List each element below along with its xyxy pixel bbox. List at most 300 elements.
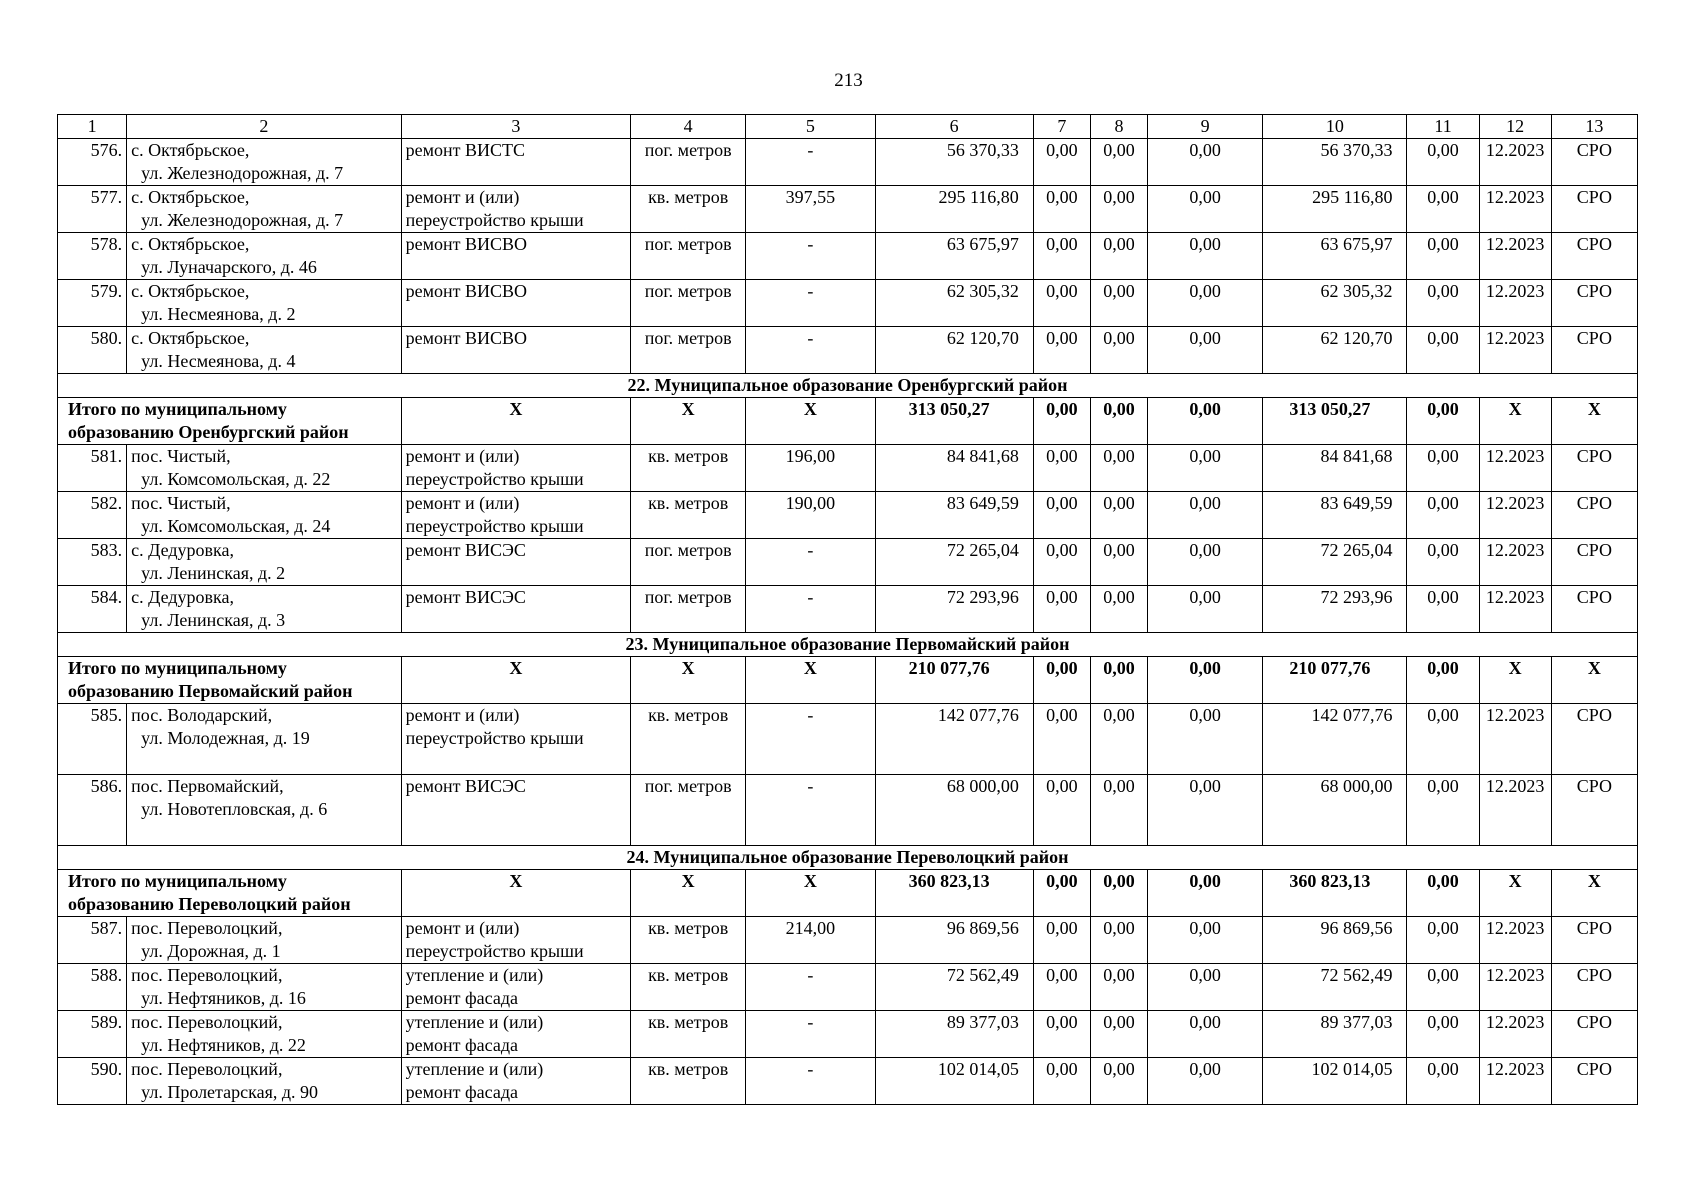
total-label (58, 398, 402, 445)
method-cell: СРО (1551, 775, 1637, 846)
address-line-1: пос. Чистый, (131, 493, 231, 513)
method-cell: СРО (1551, 964, 1637, 1011)
work-type-line-1: утепление и (или) (405, 1012, 544, 1032)
value-cell: 0,00 (1407, 586, 1479, 633)
total-value-cell: 0,00 (1033, 398, 1090, 445)
cost-total-cell: 72 562,49 (875, 964, 1033, 1011)
work-type-line-1: ремонт ВИСТС (405, 140, 526, 160)
deadline-cell: 12.2023 (1479, 492, 1551, 539)
row-number: 582. (58, 492, 127, 539)
table-row (58, 539, 1638, 586)
method-cell: СРО (1551, 139, 1637, 186)
value-cell: 0,00 (1090, 917, 1147, 964)
value-cell: 0,00 (1090, 233, 1147, 280)
value-cell: 0,00 (1148, 917, 1263, 964)
address-line-2: ул. Ленинская, д. 2 (141, 563, 286, 583)
address-cell (127, 445, 402, 492)
value-cell: 0,00 (1033, 917, 1090, 964)
method-cell: СРО (1551, 492, 1637, 539)
method-cell: СРО (1551, 186, 1637, 233)
work-type-cell (401, 186, 630, 233)
value-cell: 0,00 (1148, 139, 1263, 186)
address-cell (127, 139, 402, 186)
address-cell (127, 492, 402, 539)
table-row (58, 233, 1638, 280)
value-cell: 0,00 (1033, 492, 1090, 539)
work-type-line-2: ремонт фасада (405, 1035, 519, 1055)
value-cell: 0,00 (1090, 139, 1147, 186)
work-type-line-2: переустройство крыши (405, 210, 584, 230)
total-cross: Х (1479, 870, 1551, 917)
header-cell: 12 (1479, 115, 1551, 139)
work-type-line-2: переустройство крыши (405, 941, 584, 961)
address-line-2: ул. Нефтяников, д. 16 (141, 988, 306, 1008)
total-cross: Х (746, 657, 875, 704)
row-number: 586. (58, 775, 127, 846)
total-label-line-1: Итого по муниципальному (68, 871, 287, 891)
work-type-line-1: ремонт и (или) (405, 187, 520, 207)
method-cell: СРО (1551, 704, 1637, 775)
table-row (58, 492, 1638, 539)
total-cross: Х (1551, 657, 1637, 704)
row-number: 587. (58, 917, 127, 964)
address-cell (127, 539, 402, 586)
value-cell: 0,00 (1148, 492, 1263, 539)
header-cell: 13 (1551, 115, 1637, 139)
address-cell (127, 964, 402, 1011)
section-title-row (58, 633, 1638, 657)
value-cell: 0,00 (1090, 539, 1147, 586)
method-cell: СРО (1551, 1011, 1637, 1058)
column-number-header (58, 115, 1638, 139)
total-cost-cell: 210 077,76 (875, 657, 1033, 704)
cost-total-cell: 68 000,00 (875, 775, 1033, 846)
value-cell: 0,00 (1407, 445, 1479, 492)
value-cell: 0,00 (1407, 139, 1479, 186)
cost-total-cell: 96 869,56 (875, 917, 1033, 964)
address-line-2: ул. Несмеянова, д. 2 (141, 304, 296, 324)
value-cell: 0,00 (1407, 964, 1479, 1011)
deadline-cell: 12.2023 (1479, 233, 1551, 280)
total-value-cell: 0,00 (1407, 870, 1479, 917)
value-cell: 0,00 (1090, 327, 1147, 374)
value-cell: 0,00 (1090, 704, 1147, 775)
work-type-line-1: ремонт ВИСВО (405, 281, 528, 301)
quantity-cell: - (746, 327, 875, 374)
section-total-row (58, 657, 1638, 704)
total-cross: Х (746, 398, 875, 445)
value-cell: 0,00 (1407, 1011, 1479, 1058)
value-cell: 0,00 (1090, 964, 1147, 1011)
table-row (58, 1058, 1638, 1105)
row-number: 589. (58, 1011, 127, 1058)
cost-total-cell: 62 305,32 (875, 280, 1033, 327)
deadline-cell: 12.2023 (1479, 964, 1551, 1011)
value-cell: 0,00 (1148, 1058, 1263, 1105)
cost-fund-cell: 72 293,96 (1263, 586, 1407, 633)
total-cross: Х (631, 398, 746, 445)
cost-fund-cell: 62 305,32 (1263, 280, 1407, 327)
address-line-1: пос. Переволоцкий, (131, 918, 283, 938)
total-value-cell: 0,00 (1090, 870, 1147, 917)
address-line-1: с. Октябрьское, (131, 234, 250, 254)
work-type-line-1: ремонт ВИСЭС (405, 540, 526, 560)
value-cell: 0,00 (1148, 233, 1263, 280)
value-cell: 0,00 (1407, 775, 1479, 846)
unit-cell: пог. метров (631, 233, 746, 280)
address-line-1: с. Октябрьское, (131, 328, 250, 348)
quantity-cell: - (746, 233, 875, 280)
total-label-line-2: образованию Первомайский район (68, 681, 353, 701)
header-cell: 7 (1033, 115, 1090, 139)
address-cell (127, 586, 402, 633)
address-line-2: ул. Несмеянова, д. 4 (141, 351, 296, 371)
section-title: 22. Муниципальное образование Оренбургский район (58, 374, 1638, 398)
total-label (58, 870, 402, 917)
value-cell: 0,00 (1148, 586, 1263, 633)
total-cost-cell: 313 050,27 (875, 398, 1033, 445)
total-label-line-1: Итого по муниципальному (68, 658, 287, 678)
deadline-cell: 12.2023 (1479, 917, 1551, 964)
unit-cell: пог. метров (631, 539, 746, 586)
address-line-2: ул. Комсомольская, д. 22 (141, 469, 331, 489)
program-table (57, 114, 1638, 1105)
address-line-1: пос. Первомайский, (131, 776, 284, 796)
value-cell: 0,00 (1033, 775, 1090, 846)
work-type-cell (401, 539, 630, 586)
deadline-cell: 12.2023 (1479, 704, 1551, 775)
work-type-cell (401, 327, 630, 374)
section-title-row (58, 846, 1638, 870)
header-cell: 4 (631, 115, 746, 139)
address-line-2: ул. Комсомольская, д. 24 (141, 516, 331, 536)
table-body (58, 115, 1638, 1105)
total-cross: Х (631, 657, 746, 704)
cost-total-cell: 102 014,05 (875, 1058, 1033, 1105)
value-cell: 0,00 (1033, 586, 1090, 633)
unit-cell: кв. метров (631, 704, 746, 775)
total-cross: Х (401, 870, 630, 917)
address-cell (127, 327, 402, 374)
method-cell: СРО (1551, 445, 1637, 492)
value-cell: 0,00 (1407, 186, 1479, 233)
value-cell: 0,00 (1033, 964, 1090, 1011)
total-cross: Х (1479, 657, 1551, 704)
unit-cell: пог. метров (631, 327, 746, 374)
quantity-cell: - (746, 539, 875, 586)
value-cell: 0,00 (1148, 186, 1263, 233)
value-cell: 0,00 (1033, 280, 1090, 327)
deadline-cell: 12.2023 (1479, 775, 1551, 846)
total-value-cell: 0,00 (1148, 870, 1263, 917)
work-type-line-1: ремонт ВИСЭС (405, 776, 526, 796)
work-type-line-2: переустройство крыши (405, 469, 584, 489)
cost-fund-cell: 295 116,80 (1263, 186, 1407, 233)
work-type-line-1: ремонт ВИСВО (405, 328, 528, 348)
unit-cell: пог. метров (631, 139, 746, 186)
address-cell (127, 233, 402, 280)
deadline-cell: 12.2023 (1479, 280, 1551, 327)
header-cell: 10 (1263, 115, 1407, 139)
total-cross: Х (631, 870, 746, 917)
total-value-cell: 0,00 (1407, 398, 1479, 445)
quantity-cell: - (746, 1058, 875, 1105)
deadline-cell: 12.2023 (1479, 1058, 1551, 1105)
cost-fund-cell: 96 869,56 (1263, 917, 1407, 964)
unit-cell: кв. метров (631, 445, 746, 492)
deadline-cell: 12.2023 (1479, 327, 1551, 374)
unit-cell: кв. метров (631, 1011, 746, 1058)
unit-cell: кв. метров (631, 1058, 746, 1105)
deadline-cell: 12.2023 (1479, 186, 1551, 233)
cost-fund-cell: 84 841,68 (1263, 445, 1407, 492)
cost-total-cell: 142 077,76 (875, 704, 1033, 775)
method-cell: СРО (1551, 327, 1637, 374)
table-row (58, 917, 1638, 964)
total-label-line-2: образованию Оренбургский район (68, 422, 349, 442)
work-type-cell (401, 964, 630, 1011)
value-cell: 0,00 (1090, 280, 1147, 327)
quantity-cell: 397,55 (746, 186, 875, 233)
quantity-cell: - (746, 280, 875, 327)
deadline-cell: 12.2023 (1479, 139, 1551, 186)
address-line-2: ул. Нефтяников, д. 22 (141, 1035, 306, 1055)
deadline-cell: 12.2023 (1479, 1011, 1551, 1058)
value-cell: 0,00 (1033, 233, 1090, 280)
work-type-cell (401, 445, 630, 492)
value-cell: 0,00 (1090, 586, 1147, 633)
address-line-1: с. Октябрьское, (131, 187, 250, 207)
cost-total-cell: 56 370,33 (875, 139, 1033, 186)
address-cell (127, 775, 402, 846)
address-cell (127, 280, 402, 327)
row-number: 585. (58, 704, 127, 775)
row-number: 590. (58, 1058, 127, 1105)
work-type-line-1: ремонт и (или) (405, 446, 520, 466)
address-cell (127, 704, 402, 775)
address-cell (127, 1011, 402, 1058)
work-type-line-1: ремонт и (или) (405, 493, 520, 513)
section-title: 24. Муниципальное образование Переволоцкий район (58, 846, 1638, 870)
method-cell: СРО (1551, 233, 1637, 280)
section-total-row (58, 870, 1638, 917)
row-number: 578. (58, 233, 127, 280)
work-type-line-2: переустройство крыши (405, 516, 584, 536)
address-line-1: пос. Переволоцкий, (131, 1059, 283, 1079)
header-cell: 8 (1090, 115, 1147, 139)
value-cell: 0,00 (1033, 327, 1090, 374)
total-fund-cell: 210 077,76 (1263, 657, 1407, 704)
header-cell: 3 (401, 115, 630, 139)
unit-cell: кв. метров (631, 186, 746, 233)
value-cell: 0,00 (1033, 445, 1090, 492)
unit-cell: пог. метров (631, 586, 746, 633)
cost-total-cell: 89 377,03 (875, 1011, 1033, 1058)
address-line-2: ул. Пролетарская, д. 90 (141, 1082, 319, 1102)
table-row (58, 964, 1638, 1011)
total-label-line-2: образованию Переволоцкий район (68, 894, 351, 914)
cost-total-cell: 72 293,96 (875, 586, 1033, 633)
work-type-line-1: ремонт и (или) (405, 918, 520, 938)
total-cross: Х (401, 398, 630, 445)
value-cell: 0,00 (1407, 492, 1479, 539)
row-number: 577. (58, 186, 127, 233)
work-type-cell (401, 280, 630, 327)
page-number: 213 (834, 70, 863, 91)
address-line-2: ул. Дорожная, д. 1 (141, 941, 281, 961)
value-cell: 0,00 (1033, 704, 1090, 775)
header-cell: 5 (746, 115, 875, 139)
address-line-2: ул. Молодежная, д. 19 (141, 728, 310, 748)
value-cell: 0,00 (1033, 539, 1090, 586)
unit-cell: кв. метров (631, 964, 746, 1011)
address-line-2: ул. Ленинская, д. 3 (141, 610, 286, 630)
work-type-line-2: переустройство крыши (405, 728, 584, 748)
row-number: 576. (58, 139, 127, 186)
work-type-cell (401, 1058, 630, 1105)
value-cell: 0,00 (1407, 327, 1479, 374)
cost-fund-cell: 142 077,76 (1263, 704, 1407, 775)
address-cell (127, 1058, 402, 1105)
value-cell: 0,00 (1033, 186, 1090, 233)
cost-fund-cell: 68 000,00 (1263, 775, 1407, 846)
value-cell: 0,00 (1033, 1011, 1090, 1058)
total-cross: Х (746, 870, 875, 917)
value-cell: 0,00 (1090, 1011, 1147, 1058)
value-cell: 0,00 (1148, 327, 1263, 374)
row-number: 588. (58, 964, 127, 1011)
header-cell: 1 (58, 115, 127, 139)
address-cell (127, 917, 402, 964)
work-type-line-1: утепление и (или) (405, 1059, 544, 1079)
address-cell (127, 186, 402, 233)
value-cell: 0,00 (1033, 139, 1090, 186)
unit-cell: пог. метров (631, 280, 746, 327)
total-value-cell: 0,00 (1407, 657, 1479, 704)
value-cell: 0,00 (1148, 704, 1263, 775)
total-fund-cell: 360 823,13 (1263, 870, 1407, 917)
quantity-cell: - (746, 704, 875, 775)
value-cell: 0,00 (1090, 1058, 1147, 1105)
row-number: 579. (58, 280, 127, 327)
value-cell: 0,00 (1407, 917, 1479, 964)
total-cost-cell: 360 823,13 (875, 870, 1033, 917)
quantity-cell: 214,00 (746, 917, 875, 964)
value-cell: 0,00 (1407, 1058, 1479, 1105)
row-number: 581. (58, 445, 127, 492)
work-type-cell (401, 704, 630, 775)
work-type-cell (401, 586, 630, 633)
total-value-cell: 0,00 (1033, 657, 1090, 704)
work-type-line-1: утепление и (или) (405, 965, 544, 985)
value-cell: 0,00 (1090, 186, 1147, 233)
value-cell: 0,00 (1407, 280, 1479, 327)
cost-total-cell: 84 841,68 (875, 445, 1033, 492)
quantity-cell: - (746, 586, 875, 633)
header-cell: 6 (875, 115, 1033, 139)
table-row (58, 775, 1638, 846)
row-number: 580. (58, 327, 127, 374)
address-line-1: пос. Переволоцкий, (131, 965, 283, 985)
cost-fund-cell: 72 562,49 (1263, 964, 1407, 1011)
work-type-line-1: ремонт и (или) (405, 705, 520, 725)
header-cell: 11 (1407, 115, 1479, 139)
value-cell: 0,00 (1148, 445, 1263, 492)
quantity-cell: - (746, 775, 875, 846)
total-value-cell: 0,00 (1090, 398, 1147, 445)
table-row (58, 327, 1638, 374)
quantity-cell: - (746, 139, 875, 186)
value-cell: 0,00 (1148, 964, 1263, 1011)
work-type-cell (401, 1011, 630, 1058)
value-cell: 0,00 (1407, 233, 1479, 280)
row-number: 584. (58, 586, 127, 633)
deadline-cell: 12.2023 (1479, 586, 1551, 633)
table-row (58, 704, 1638, 775)
table-row (58, 186, 1638, 233)
quantity-cell: - (746, 964, 875, 1011)
table-row (58, 139, 1638, 186)
quantity-cell: 190,00 (746, 492, 875, 539)
table-row (58, 586, 1638, 633)
quantity-cell: - (746, 1011, 875, 1058)
section-total-row (58, 398, 1638, 445)
cost-fund-cell: 56 370,33 (1263, 139, 1407, 186)
total-cross: Х (1551, 870, 1637, 917)
work-type-line-1: ремонт ВИСВО (405, 234, 528, 254)
address-line-2: ул. Железнодорожная, д. 7 (141, 163, 344, 183)
work-type-cell (401, 775, 630, 846)
cost-fund-cell: 102 014,05 (1263, 1058, 1407, 1105)
value-cell: 0,00 (1148, 1011, 1263, 1058)
cost-total-cell: 295 116,80 (875, 186, 1033, 233)
cost-total-cell: 72 265,04 (875, 539, 1033, 586)
address-line-2: ул. Луначарского, д. 46 (141, 257, 317, 277)
total-cross: Х (1479, 398, 1551, 445)
work-type-line-2: ремонт фасада (405, 1082, 519, 1102)
work-type-cell (401, 492, 630, 539)
address-line-2: ул. Железнодорожная, д. 7 (141, 210, 344, 230)
deadline-cell: 12.2023 (1479, 445, 1551, 492)
method-cell: СРО (1551, 586, 1637, 633)
value-cell: 0,00 (1090, 445, 1147, 492)
total-value-cell: 0,00 (1090, 657, 1147, 704)
deadline-cell: 12.2023 (1479, 539, 1551, 586)
address-line-1: пос. Володарский, (131, 705, 273, 725)
value-cell: 0,00 (1148, 775, 1263, 846)
total-cross: Х (1551, 398, 1637, 445)
address-line-1: с. Дедуровка, (131, 587, 234, 607)
work-type-cell (401, 139, 630, 186)
table-row (58, 1011, 1638, 1058)
address-line-1: с. Октябрьское, (131, 281, 250, 301)
quantity-cell: 196,00 (746, 445, 875, 492)
total-cross: Х (401, 657, 630, 704)
value-cell: 0,00 (1090, 492, 1147, 539)
work-type-line-1: ремонт ВИСЭС (405, 587, 526, 607)
total-fund-cell: 313 050,27 (1263, 398, 1407, 445)
value-cell: 0,00 (1407, 704, 1479, 775)
address-line-2: ул. Новотепловская, д. 6 (141, 799, 328, 819)
method-cell: СРО (1551, 917, 1637, 964)
row-number: 583. (58, 539, 127, 586)
total-value-cell: 0,00 (1148, 657, 1263, 704)
cost-fund-cell: 62 120,70 (1263, 327, 1407, 374)
value-cell: 0,00 (1033, 1058, 1090, 1105)
section-title: 23. Муниципальное образование Первомайский район (58, 633, 1638, 657)
address-line-1: с. Октябрьское, (131, 140, 250, 160)
header-cell: 9 (1148, 115, 1263, 139)
